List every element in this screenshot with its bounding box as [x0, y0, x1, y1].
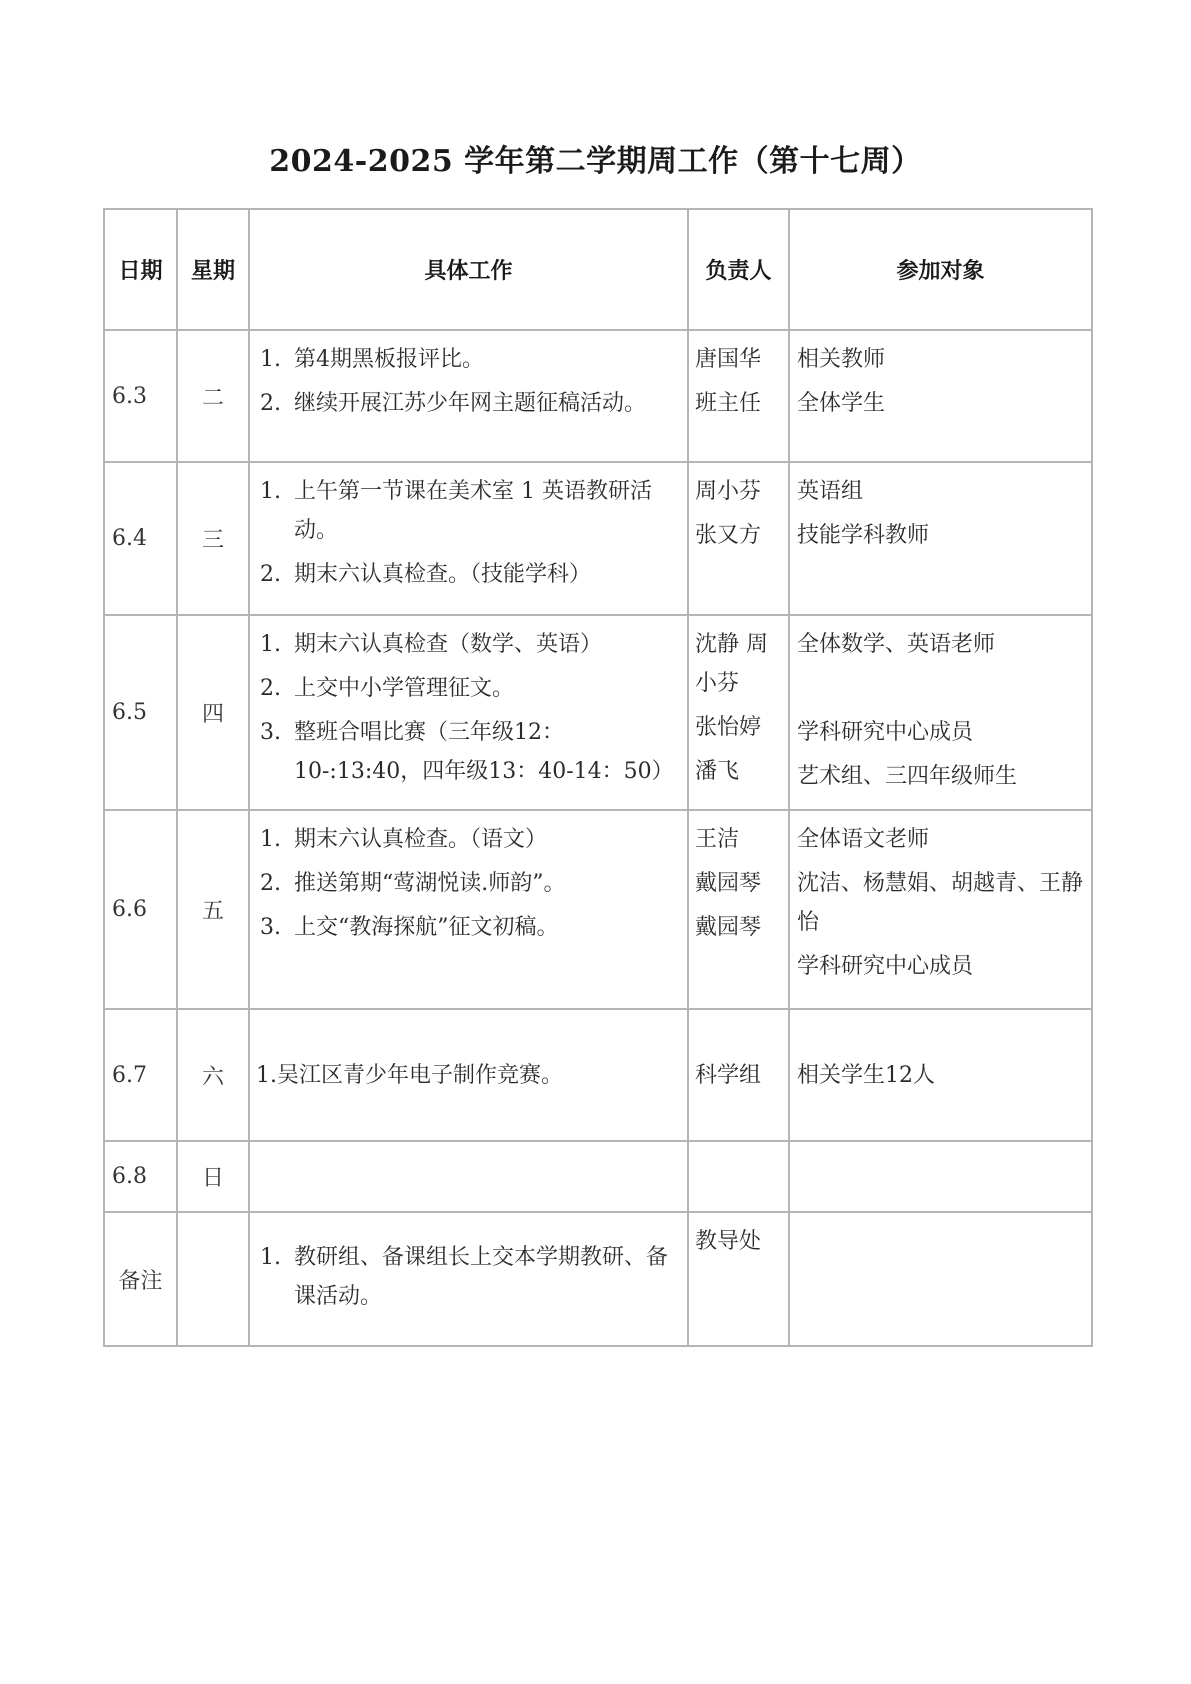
column-header-tasks: 具体工作 — [249, 209, 688, 330]
table-row — [104, 615, 1092, 810]
task-item: 1. 教研组、备课组长上交本学期教研、备课活动。 — [260, 1245, 669, 1309]
column-header-weekday: 星期 — [177, 209, 249, 330]
participants-cell — [789, 1141, 1092, 1212]
task-item: 1. 期末六认真检查（数学、英语） — [260, 632, 603, 657]
owner-cell — [688, 810, 789, 1009]
page-title: 2024-2025 学年第二学期周工作（第十七周） — [269, 144, 922, 179]
owner-cell — [688, 1141, 789, 1212]
owner-name: 戴园琴 — [695, 871, 762, 896]
owner-name: 潘飞 — [695, 759, 740, 784]
task-item: 1. 期末六认真检查。（语文） — [260, 827, 548, 852]
participant-group: 英语组 — [797, 479, 864, 504]
participants-cell — [789, 1009, 1092, 1141]
owner-name: 科学组 — [695, 1063, 762, 1088]
participant-group: 艺术组、三四年级师生 — [797, 764, 1018, 789]
participant-group: 学科研究中心成员 — [797, 720, 974, 745]
owner-cell — [688, 615, 789, 810]
table-row — [104, 330, 1092, 462]
participants-cell — [789, 1212, 1092, 1346]
date-cell: 6.3 — [104, 330, 177, 462]
tasks-cell — [249, 1212, 688, 1346]
participant-group: 全体学生 — [797, 391, 886, 416]
table-row — [104, 462, 1092, 615]
column-header-owner: 负责人 — [688, 209, 789, 330]
participants-cell — [789, 330, 1092, 462]
note-label: 备注 — [104, 1212, 177, 1346]
date-cell: 6.7 — [104, 1009, 177, 1141]
task-item: 2. 继续开展江苏少年网主题征稿活动。 — [260, 391, 647, 416]
participants-cell — [789, 615, 1092, 810]
task-item: 1. 第4期黑板报评比。 — [260, 347, 484, 372]
owner-cell — [688, 1009, 789, 1141]
note-row — [104, 1212, 1092, 1346]
column-header-date: 日期 — [104, 209, 177, 330]
owner-name: 唐国华 — [695, 347, 762, 372]
date-cell: 6.6 — [104, 810, 177, 1009]
owner-cell — [688, 330, 789, 462]
participant-group: 相关教师 — [797, 347, 886, 372]
owner-name: 班主任 — [695, 391, 762, 416]
weekday-cell: 五 — [177, 810, 249, 1009]
date-cell: 6.8 — [104, 1141, 177, 1212]
participants-cell — [789, 810, 1092, 1009]
tasks-cell — [249, 1009, 688, 1141]
owner-cell — [688, 462, 789, 615]
owner-name: 教导处 — [695, 1229, 762, 1254]
participant-group: 全体数学、英语老师 — [797, 632, 996, 657]
task-item: 1. 上午第一节课在美术室 1 英语教研活动。 — [260, 479, 652, 543]
weekday-cell — [177, 1212, 249, 1346]
participant-group: 学科研究中心成员 — [797, 954, 974, 979]
task-item: 1.吴江区青少年电子制作竞赛。 — [256, 1063, 563, 1088]
weekly-schedule-table — [103, 208, 1093, 1347]
participant-group — [797, 669, 1085, 708]
owner-name: 周小芬 — [695, 479, 762, 504]
task-item: 3. 上交“教海探航”征文初稿。 — [260, 915, 559, 940]
date-cell: 6.5 — [104, 615, 177, 810]
weekday-cell: 六 — [177, 1009, 249, 1141]
table-row — [104, 1009, 1092, 1141]
task-item: 2. 期末六认真检查。（技能学科） — [260, 562, 592, 587]
owner-name: 王洁 — [695, 827, 740, 852]
owner-name: 戴园琴 — [695, 915, 762, 940]
date-cell: 6.4 — [104, 462, 177, 615]
table-row — [104, 1141, 1092, 1212]
task-item: 2. 推送第期“莺湖悦读.师韵”。 — [260, 871, 566, 896]
table-header-row — [104, 209, 1092, 330]
tasks-cell — [249, 615, 688, 810]
participant-group: 技能学科教师 — [797, 523, 930, 548]
participant-group: 全体语文老师 — [797, 827, 930, 852]
participants-cell — [789, 462, 1092, 615]
tasks-cell — [249, 330, 688, 462]
tasks-cell — [249, 1141, 688, 1212]
weekday-cell: 四 — [177, 615, 249, 810]
column-header-participants: 参加对象 — [789, 209, 1092, 330]
owner-name: 沈静 周小芬 — [695, 632, 768, 696]
participant-group: 相关学生12人 — [797, 1063, 935, 1088]
owner-cell — [688, 1212, 789, 1346]
task-item: 3. 整班合唱比赛（三年级12：10-:13:40，四年级13：40-14：50） — [260, 720, 674, 784]
task-item: 2. 上交中小学管理征文。 — [260, 676, 515, 701]
weekday-cell: 日 — [177, 1141, 249, 1212]
weekday-cell: 三 — [177, 462, 249, 615]
weekday-cell: 二 — [177, 330, 249, 462]
owner-name: 张怡婷 — [695, 715, 762, 740]
owner-name: 张又方 — [695, 523, 762, 548]
participant-group: 沈洁、杨慧娟、胡越青、王静怡 — [797, 871, 1084, 935]
tasks-cell — [249, 462, 688, 615]
tasks-cell — [249, 810, 688, 1009]
table-row — [104, 810, 1092, 1009]
